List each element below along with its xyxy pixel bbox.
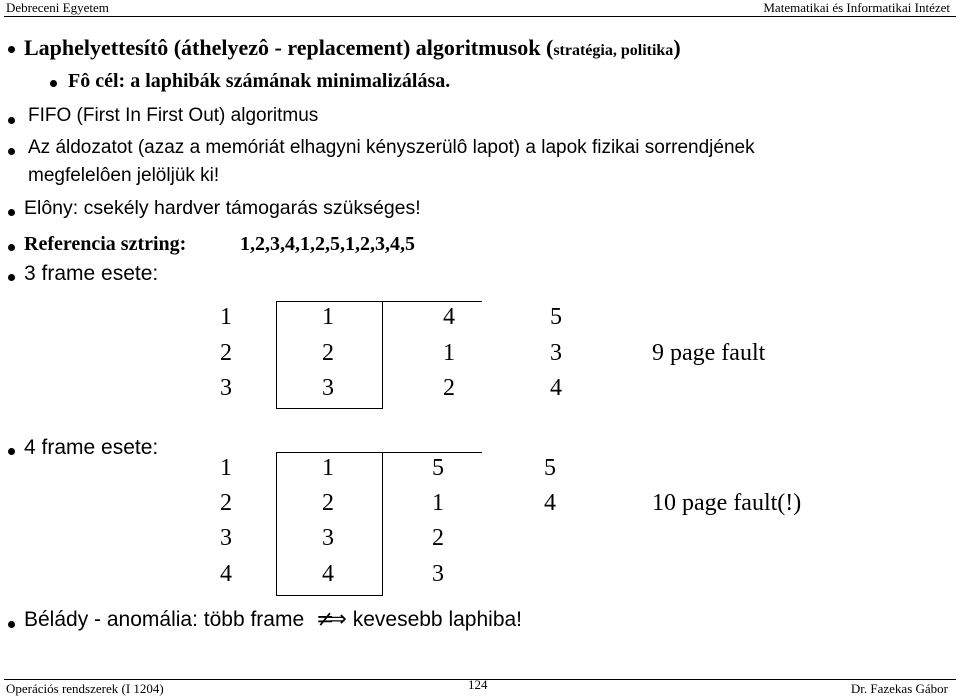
- slide-title: [24, 35, 681, 61]
- belady-right: kevesebb laphiba!: [352, 608, 523, 631]
- table-cell: 3: [220, 375, 232, 401]
- table-cell: 4: [322, 561, 334, 587]
- table-top-rule: [382, 452, 482, 453]
- table-cell: 2: [322, 340, 334, 366]
- table-cell: 2: [220, 340, 232, 366]
- footer-course: Operációs rendszerek (I 1204): [6, 681, 164, 696]
- table-cell: 3: [550, 340, 562, 366]
- table-cell: 3: [322, 375, 334, 401]
- table-cell: 1: [220, 455, 232, 481]
- reference-string-label: Referencia sztring:: [24, 233, 187, 255]
- header-divider: [4, 16, 956, 17]
- header-institution: Debreceni Egyetem: [6, 0, 109, 15]
- bullet-icon: [8, 46, 15, 53]
- bullet-icon: [8, 209, 15, 216]
- table-cell: 3: [432, 561, 444, 587]
- goal-text: Fô cél: a laphibák számának minimalizálása.: [68, 70, 451, 92]
- title-main: Laphelyettesítô (áthelyezô - replacement) algoritmusok (: [24, 35, 554, 60]
- header-department: Matematikai és Informatikai Intézet: [763, 0, 950, 15]
- bullet-icon: [50, 80, 57, 87]
- table-cell: 4: [544, 490, 556, 516]
- bullet-icon: [8, 621, 15, 628]
- table-cell: 4: [443, 304, 455, 330]
- three-frame-label: 3 frame esete:: [24, 262, 159, 285]
- belady-anomaly-text: [24, 607, 522, 632]
- table-cell: 3: [322, 525, 334, 551]
- title-end: ): [673, 35, 681, 60]
- bullet-icon: [8, 274, 15, 281]
- belady-left: Bélády - anomália: több frame: [24, 608, 305, 631]
- table-cell: 1: [220, 304, 232, 330]
- table-cell: 4: [550, 375, 562, 401]
- table-cell: 1: [443, 340, 455, 366]
- reference-string-value: 1,2,3,4,1,2,5,1,2,3,4,5: [240, 233, 415, 255]
- victim-text-line1: Az áldozatot (azaz a memóriát elhagyni kényszerülô lapot) a lapok fizikai sorrendjének: [28, 137, 755, 158]
- table-cell: 3: [220, 525, 232, 551]
- four-frame-label: 4 frame esete:: [24, 436, 159, 459]
- advantage-text: Elôny: csekély hardver támogarás szükséges!: [24, 197, 421, 219]
- table-cell: 2: [322, 490, 334, 516]
- table-cell: 5: [550, 304, 562, 330]
- table-cell: 1: [432, 490, 444, 516]
- title-note: stratégia, politika: [553, 42, 674, 59]
- table-cell: 5: [544, 455, 556, 481]
- not-implies-icon: ≠⇒: [316, 607, 341, 632]
- table-top-rule: [382, 301, 482, 302]
- bullet-icon: [8, 244, 15, 251]
- table-cell: 2: [432, 525, 444, 551]
- victim-text-line2: megfelelôen jelöljük ki!: [28, 165, 220, 186]
- fifo-heading: FIFO (First In First Out) algoritmus: [28, 105, 319, 126]
- table-cell: 2: [220, 490, 232, 516]
- table-cell: 4: [220, 561, 232, 587]
- bullet-icon: [8, 117, 15, 124]
- bullet-icon: [8, 448, 15, 455]
- four-frame-fault-count: 10 page fault(!): [652, 490, 802, 516]
- bullet-icon: [8, 148, 15, 155]
- table-cell: 2: [443, 375, 455, 401]
- three-frame-fault-count: 9 page fault: [652, 340, 766, 366]
- table-cell: 1: [322, 455, 334, 481]
- footer-author: Dr. Fazekas Gábor: [850, 681, 948, 696]
- table-cell: 5: [432, 455, 444, 481]
- page-number: 124: [468, 677, 488, 692]
- table-cell: 1: [322, 304, 334, 330]
